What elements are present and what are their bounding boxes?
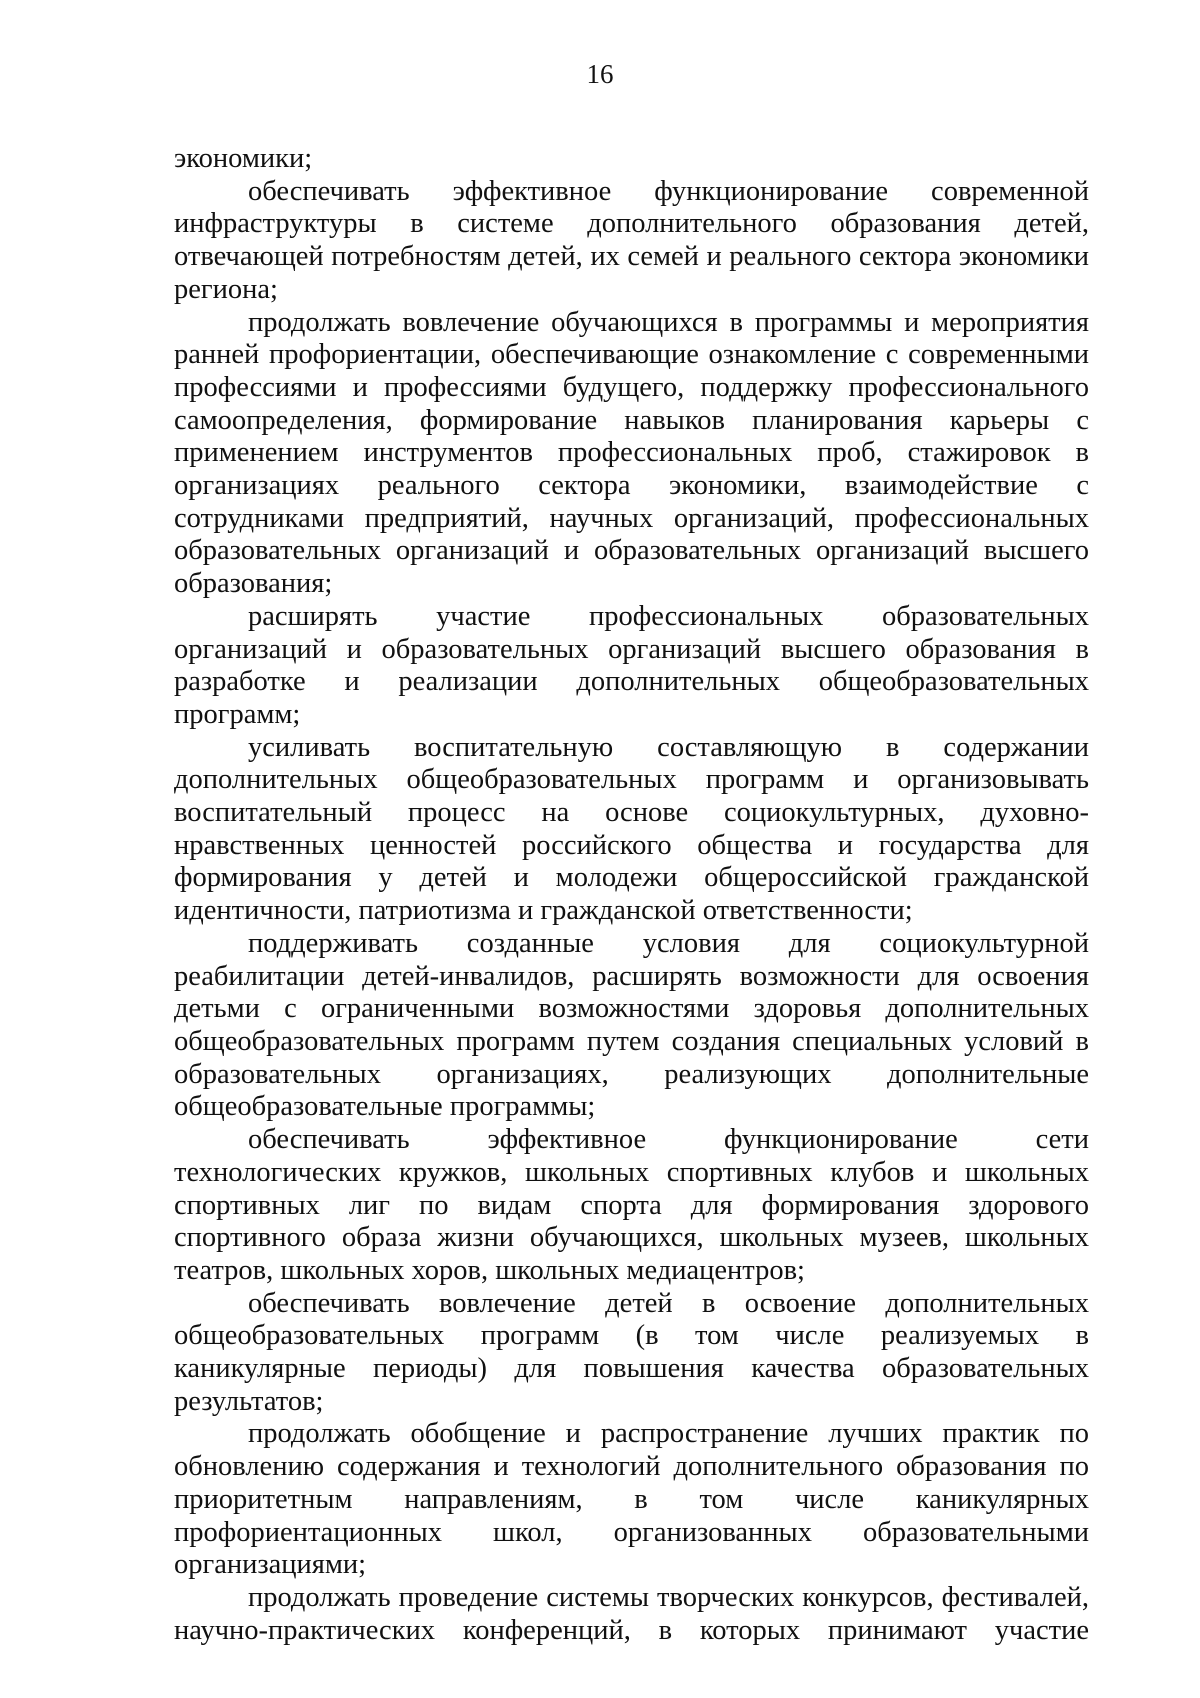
paragraph-contests: продолжать проведение системы творческих конкурсов, фестивалей, научно-практических конференций, в которых принимают участие xyxy=(174,1581,1089,1646)
paragraph-upbringing: усиливать воспитательную составляющую в содержании дополнительных общеобразовательных программ и организовывать воспитательный процесс на основе социокультурных, духовно-нравственных ценностей российского общества и государства для формирования у детей и молодежи общероссийской гражданской идентичности, патриотизма и гражданской ответственности; xyxy=(174,731,1089,927)
paragraph-continuation: экономики; xyxy=(174,143,313,174)
paragraph-career-guidance: продолжать вовлечение обучающихся в программы и мероприятия ранней профориентации, обеспечивающие ознакомление с современными профессиями и профессиями будущего, поддержку профессионального самоопределения, формирование навыков планирования карьеры с применением инструментов профессиональных проб, стажировок в организациях реального сектора экономики, взаимодействие с сотрудниками предприятий, научных организаций, профессиональных образовательных организаций и образовательных организаций высшего образования; xyxy=(174,306,1089,600)
paragraph-infrastructure: обеспечивать эффективное функционирование современной инфраструктуры в системе дополнительного образования детей, отвечающей потребностям детей, их семей и реального сектора экономики региона; xyxy=(174,175,1089,305)
paragraph-disabled-children: поддерживать созданные условия для социокультурной реабилитации детей-инвалидов, расширять возможности для освоения детьми с ограниченными возможностями здоровья дополнительных общеобразовательных программ путем создания специальных условий в образовательных организациях, реализующих дополнительные общеобразовательные программы; xyxy=(174,927,1089,1123)
paragraph-school-clubs: обеспечивать эффективное функционирование сети технологических кружков, школьных спортивных клубов и школьных спортивных лиг по видам спорта для формирования здорового спортивного образа жизни обучающихся, школьных музеев, школьных театров, школьных хоров, школьных медиацентров; xyxy=(174,1124,1089,1286)
paragraph-best-practices: продолжать обобщение и распространение лучших практик по обновлению содержания и технологий дополнительного образования по приоритетным направлениям, в том числе каникулярных профориентационных школ, организованных образовательными организациями; xyxy=(174,1418,1089,1581)
paragraph-higher-education: расширять участие профессиональных образовательных организаций и образовательных организаций высшего образования в разработке и реализации дополнительных общеобразовательных программ; xyxy=(174,600,1089,730)
paragraph-involvement: обеспечивать вовлечение детей в освоение дополнительных общеобразовательных программ (в том числе реализуемых в каникулярные периоды) для повышения качества образовательных результатов; xyxy=(174,1287,1089,1417)
document-body xyxy=(174,143,1089,1647)
page-number: 16 xyxy=(586,59,614,89)
